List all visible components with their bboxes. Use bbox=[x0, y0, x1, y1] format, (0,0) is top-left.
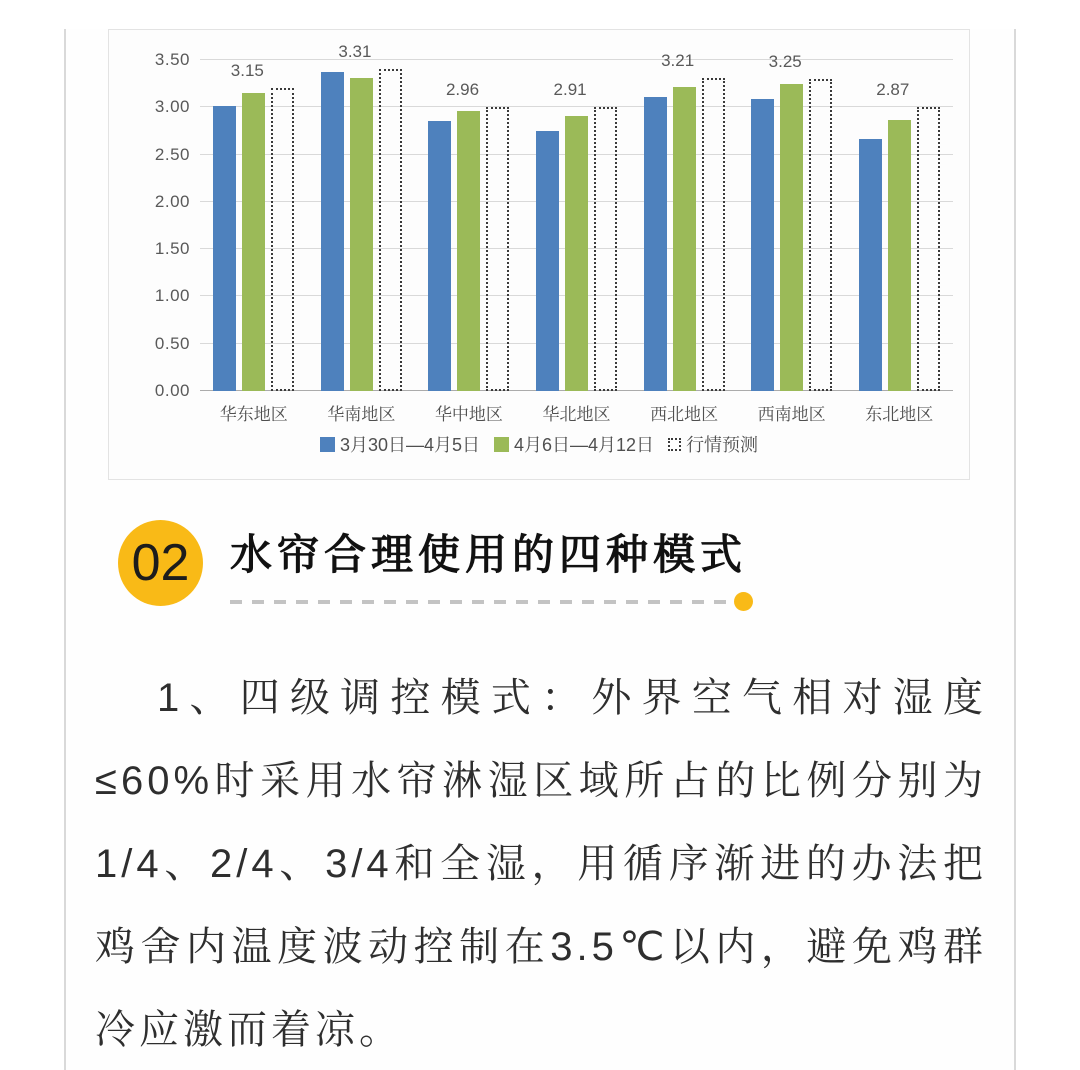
bar bbox=[457, 111, 480, 391]
bar-group-1 bbox=[200, 60, 308, 391]
bar bbox=[271, 88, 294, 391]
legend-item bbox=[668, 431, 758, 457]
legend-swatch-icon bbox=[320, 437, 335, 452]
y-tick-label: 3.00 bbox=[154, 97, 190, 117]
x-category-label: 西北地区 bbox=[650, 405, 719, 424]
x-category-label: 华中地区 bbox=[434, 405, 503, 424]
chart-legend bbox=[109, 431, 969, 457]
legend-label: 3月30日—4月5日 bbox=[339, 435, 480, 455]
section-header bbox=[118, 520, 1014, 611]
data-label: 3.15 bbox=[230, 61, 264, 81]
chart-body bbox=[109, 41, 969, 400]
body-paragraph bbox=[95, 657, 987, 1070]
y-tick-label: 0.00 bbox=[154, 381, 190, 400]
data-label: 3.31 bbox=[338, 41, 372, 61]
bar-group-2 bbox=[308, 41, 416, 391]
bar bbox=[888, 120, 911, 391]
data-label: 2.96 bbox=[445, 80, 480, 100]
bar-groups bbox=[200, 41, 953, 391]
y-tick-label: 2.50 bbox=[154, 144, 190, 164]
bar bbox=[242, 93, 265, 391]
bar bbox=[809, 79, 832, 391]
y-tick-label: 0.50 bbox=[154, 333, 190, 353]
legend-item bbox=[320, 431, 480, 457]
bar bbox=[673, 87, 696, 391]
bar-group-5 bbox=[630, 50, 738, 391]
x-category-label: 华北地区 bbox=[542, 405, 611, 424]
bar bbox=[859, 139, 882, 392]
paragraph-line: 鸡舍内温度波动控制在3.5℃以内，避免鸡群 bbox=[95, 925, 987, 970]
y-tick-label: 3.50 bbox=[154, 50, 190, 69]
bar-group-3 bbox=[415, 60, 523, 391]
x-category-label: 西南地区 bbox=[757, 405, 826, 424]
plot-area bbox=[200, 41, 953, 391]
legend-swatch-icon bbox=[668, 438, 681, 451]
bar bbox=[594, 107, 617, 391]
legend-swatch-icon bbox=[494, 437, 509, 452]
y-tick-label: 1.50 bbox=[154, 239, 190, 259]
price-bar-chart bbox=[108, 29, 970, 480]
paragraph-line: 冷应激而着凉。 bbox=[95, 1008, 403, 1053]
paragraph-line: 1、四级调控模式：外界空气相对湿度 bbox=[157, 676, 987, 721]
bar-group-7 bbox=[845, 60, 953, 391]
legend-item bbox=[494, 431, 654, 457]
x-category-label: 东北地区 bbox=[865, 405, 934, 424]
bar-group-4 bbox=[523, 60, 631, 391]
bar bbox=[751, 99, 774, 391]
bar bbox=[536, 131, 559, 391]
paragraph-line: ≤60%时采用水帘淋湿区域所占的比例分别为 bbox=[95, 759, 987, 804]
x-category-label: 华南地区 bbox=[327, 405, 396, 424]
y-tick-label: 2.00 bbox=[154, 191, 190, 211]
bar bbox=[780, 84, 803, 391]
x-category-label: 华东地区 bbox=[219, 405, 288, 424]
bar bbox=[350, 78, 373, 391]
bar bbox=[486, 107, 509, 391]
bar bbox=[379, 69, 402, 392]
y-tick-label: 1.00 bbox=[154, 286, 190, 306]
paragraph-line: 1/4、2/4、3/4和全湿，用循序渐进的办法把 bbox=[95, 842, 987, 887]
x-axis bbox=[200, 400, 953, 425]
yellow-dot-icon bbox=[734, 592, 753, 611]
section-title-block bbox=[230, 520, 753, 611]
dashed-line bbox=[230, 600, 732, 604]
legend-label: 4月6日—4月12日 bbox=[514, 435, 655, 455]
data-label: 3.21 bbox=[661, 50, 695, 70]
bar bbox=[321, 72, 344, 391]
dashed-rule bbox=[230, 592, 753, 611]
bar-group-6 bbox=[738, 51, 846, 391]
bar bbox=[917, 107, 940, 391]
bar bbox=[644, 97, 667, 391]
y-axis bbox=[109, 50, 200, 400]
article-card bbox=[64, 29, 1016, 1070]
data-label: 2.87 bbox=[876, 80, 910, 100]
bar bbox=[428, 121, 451, 392]
data-label: 3.25 bbox=[768, 51, 802, 71]
legend-label: 行情预测 bbox=[686, 435, 759, 455]
section-number-badge: 02 bbox=[118, 520, 203, 606]
data-label: 2.91 bbox=[553, 80, 587, 100]
bar bbox=[702, 78, 725, 391]
section-title: 水帘合理使用的四种模式 bbox=[230, 531, 748, 578]
bar bbox=[213, 106, 236, 391]
bar bbox=[565, 116, 588, 391]
